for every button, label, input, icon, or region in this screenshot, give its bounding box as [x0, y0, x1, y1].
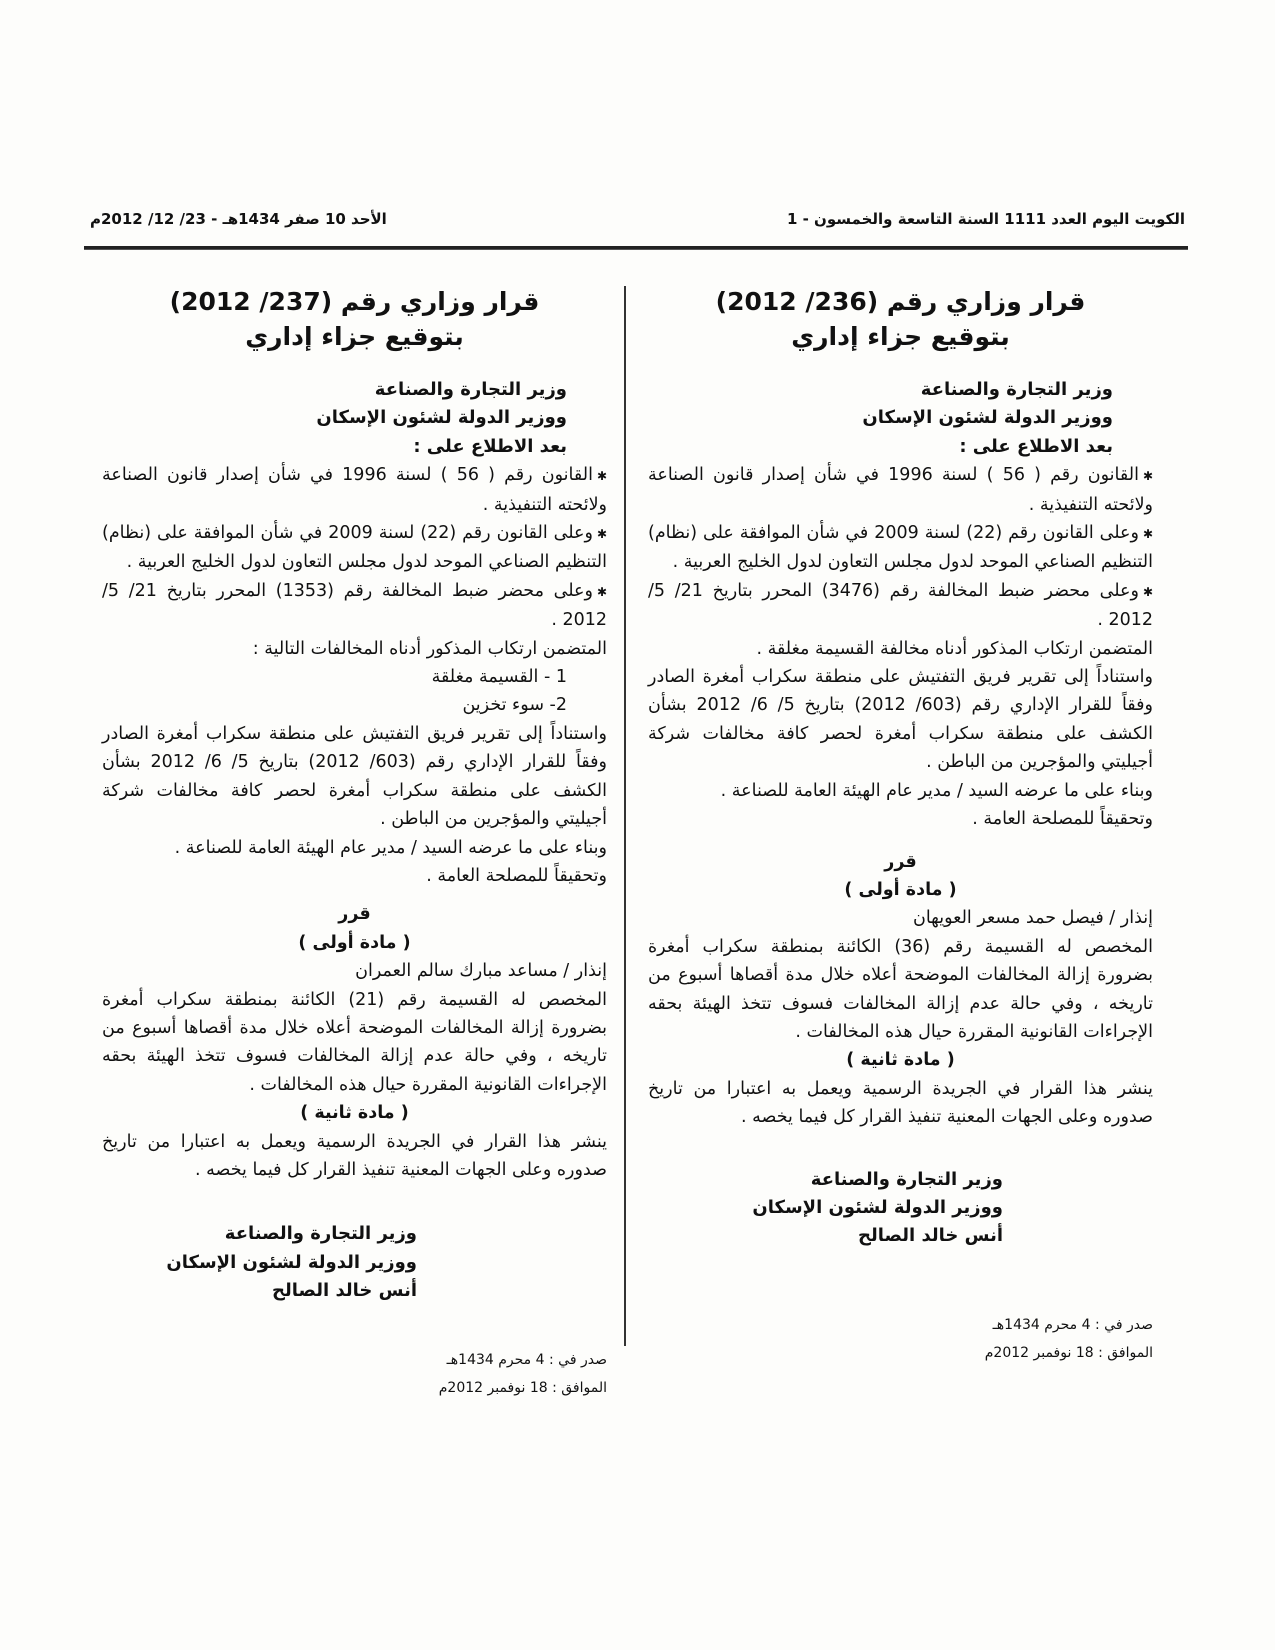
violation-item: 1 - القسيمة مغلقة: [431, 667, 567, 688]
signature-name: أنس خالد الصالح: [858, 1225, 1003, 1247]
paragraph: وتحقيقاً للمصلحة العامة .: [426, 865, 607, 886]
authority-line: وزير التجارة والصناعة: [374, 379, 567, 400]
issued-gregorian: الموافق : 18 نوفمبر 2012م: [984, 1344, 1153, 1361]
article-2-heading: ( مادة ثانية ): [300, 1103, 409, 1124]
article-1-heading: ( مادة أولى ): [844, 879, 957, 900]
paragraph: ينشر هذا القرار في الجريدة الرسمية ويعمل به اعتبارا من تاريخ صدوره وعلى الجهات المعنية تنفيذ القرار كل فيما يخصه .: [648, 1078, 1153, 1128]
signature-line: وزير التجارة والصناعة: [224, 1223, 417, 1245]
header-rule: [84, 246, 1188, 250]
decided-heading: قرر: [338, 904, 371, 925]
decision-title: قرار وزاري رقم (236/ 2012): [715, 287, 1086, 316]
issue-date-block: [102, 1346, 607, 1402]
paragraph: وتحقيقاً للمصلحة العامة .: [972, 809, 1153, 830]
authority-line: ووزير الدولة لشئون الإسكان: [316, 407, 567, 429]
signature-line: وزير التجارة والصناعة: [810, 1168, 1003, 1190]
paragraph: واستناداً إلى تقرير فريق التفتيش على منطقة سكراب أمغرة الصادر وفقاً للقرار الإداري رقم (603/ 2012) بتاريخ 5/ 6/ 2012 بشأن الكشف على منطقة سكراب أمغرة لحصر كافة مخالفات شركة أجيليتي والمؤجرين من الباطن .: [648, 667, 1153, 773]
paragraph: المخصص له القسيمة رقم (36) الكائنة بمنطقة سكراب أمغرة بضرورة إزالة المخالفات الموضحة أعلاه خلال مدة أقصاها أسبوع من تاريخه ، وفي حالة عدم إزالة المخالفات فسوف تتخذ الهيئة بحقه الإجراءات القانونية المقررة حيال هذه المخالفات .: [648, 936, 1153, 1042]
recital: [648, 577, 1153, 635]
signature-line: ووزير الدولة لشئون الإسكان: [166, 1251, 417, 1273]
issued-hijri: صدر في : 4 محرم 1434هـ: [446, 1351, 607, 1368]
decided-heading: قرر: [884, 851, 917, 872]
warning-line: إنذار / فيصل حمد مسعر العويهان: [912, 908, 1153, 929]
page-header: [90, 210, 1185, 234]
decision-237-column: [102, 284, 607, 1402]
paragraph: وبناء على ما عرضه السيد / مدير عام الهيئة العامة للصناعة .: [720, 780, 1153, 801]
signature-name: أنس خالد الصالح: [272, 1280, 417, 1302]
bullet-icon: ✱: [1142, 469, 1153, 484]
violation-item: 2- سوء تخزين: [462, 695, 567, 716]
authority-line: بعد الاطلاع على :: [959, 435, 1113, 457]
decision-title: قرار وزاري رقم (237/ 2012): [169, 287, 540, 316]
article-1-heading: ( مادة أولى ): [298, 932, 411, 953]
signature-block: [648, 1166, 1153, 1251]
recital: [102, 577, 607, 635]
article-2-heading: ( مادة ثانية ): [846, 1050, 955, 1071]
decision-236-column: [648, 284, 1153, 1367]
bullet-icon: ✱: [1142, 584, 1153, 599]
recital-text: وعلى محضر ضبط المخالفة رقم (1353) المحرر بتاريخ 21/ 5/ 2012 .: [102, 580, 607, 631]
recital: [102, 519, 607, 577]
recital-text: القانون رقم ( 56 ) لسنة 1996 في شأن إصدار قانون الصناعة ولائحته التنفيذية .: [648, 465, 1153, 515]
issue-date-block: [648, 1311, 1153, 1367]
recital: [648, 461, 1153, 519]
header-issue-info: الكويت اليوم العدد 1111 السنة التاسعة والخمسون - 1: [786, 210, 1185, 228]
decision-subtitle: بتوقيع جزاء إداري: [791, 322, 1010, 351]
paragraph: المتضمن ارتكاب المذكور أدناه المخالفات التالية :: [252, 638, 607, 659]
bullet-icon: ✱: [1142, 527, 1153, 542]
recital-text: وعلى محضر ضبط المخالفة رقم (3476) المحرر بتاريخ 21/ 5/ 2012 .: [648, 580, 1153, 631]
recital-text: وعلى القانون رقم (22) لسنة 2009 في شأن الموافقة على (نظام) التنظيم الصناعي الموحد لدول مجلس التعاون لدول الخليج العربية .: [102, 523, 607, 573]
recital: [648, 519, 1153, 577]
paragraph: المخصص له القسيمة رقم (21) الكائنة بمنطقة سكراب أمغرة بضرورة إزالة المخالفات الموضحة أعلاه خلال مدة أقصاها أسبوع من تاريخه ، وفي حالة عدم إزالة المخالفات فسوف تتخذ الهيئة بحقه الإجراءات القانونية المقررة حيال هذه المخالفات .: [102, 989, 607, 1095]
recital-text: وعلى القانون رقم (22) لسنة 2009 في شأن الموافقة على (نظام) التنظيم الصناعي الموحد لدول مجلس التعاون لدول الخليج العربية .: [648, 523, 1153, 573]
decision-subtitle: بتوقيع جزاء إداري: [245, 322, 464, 351]
issued-hijri: صدر في : 4 محرم 1434هـ: [992, 1316, 1153, 1333]
bullet-icon: ✱: [596, 469, 607, 484]
bullet-icon: ✱: [596, 527, 607, 542]
paragraph: وبناء على ما عرضه السيد / مدير عام الهيئة العامة للصناعة .: [174, 837, 607, 858]
paragraph: ينشر هذا القرار في الجريدة الرسمية ويعمل به اعتبارا من تاريخ صدوره وعلى الجهات المعنية تنفيذ القرار كل فيما يخصه .: [102, 1131, 607, 1180]
bullet-icon: ✱: [596, 584, 607, 599]
authority-line: ووزير الدولة لشئون الإسكان: [862, 407, 1113, 429]
authority-line: بعد الاطلاع على :: [413, 435, 567, 457]
recital: [102, 461, 607, 519]
issued-gregorian: الموافق : 18 نوفمبر 2012م: [438, 1379, 607, 1396]
paragraph: واستناداً إلى تقرير فريق التفتيش على منطقة سكراب أمغرة الصادر وفقاً للقرار الإداري رقم (603/ 2012) بتاريخ 5/ 6/ 2012 بشأن الكشف على منطقة سكراب أمغرة لحصر كافة مخالفات شركة أجيليتي والمؤجرين من الباطن .: [102, 723, 607, 830]
authority-line: وزير التجارة والصناعة: [920, 379, 1113, 400]
signature-line: ووزير الدولة لشئون الإسكان: [752, 1196, 1003, 1218]
paragraph: المتضمن ارتكاب المذكور أدناه مخالفة القسيمة مغلقة .: [756, 638, 1153, 659]
recital-text: القانون رقم ( 56 ) لسنة 1996 في شأن إصدار قانون الصناعة ولائحته التنفيذية .: [102, 465, 607, 515]
header-date: الأحد 10 صفر 1434هـ - 23/ 12/ 2012م: [90, 210, 387, 228]
column-divider: [624, 286, 626, 1346]
signature-block: [102, 1220, 607, 1305]
warning-line: إنذار / مساعد مبارك سالم العمران: [355, 961, 607, 982]
